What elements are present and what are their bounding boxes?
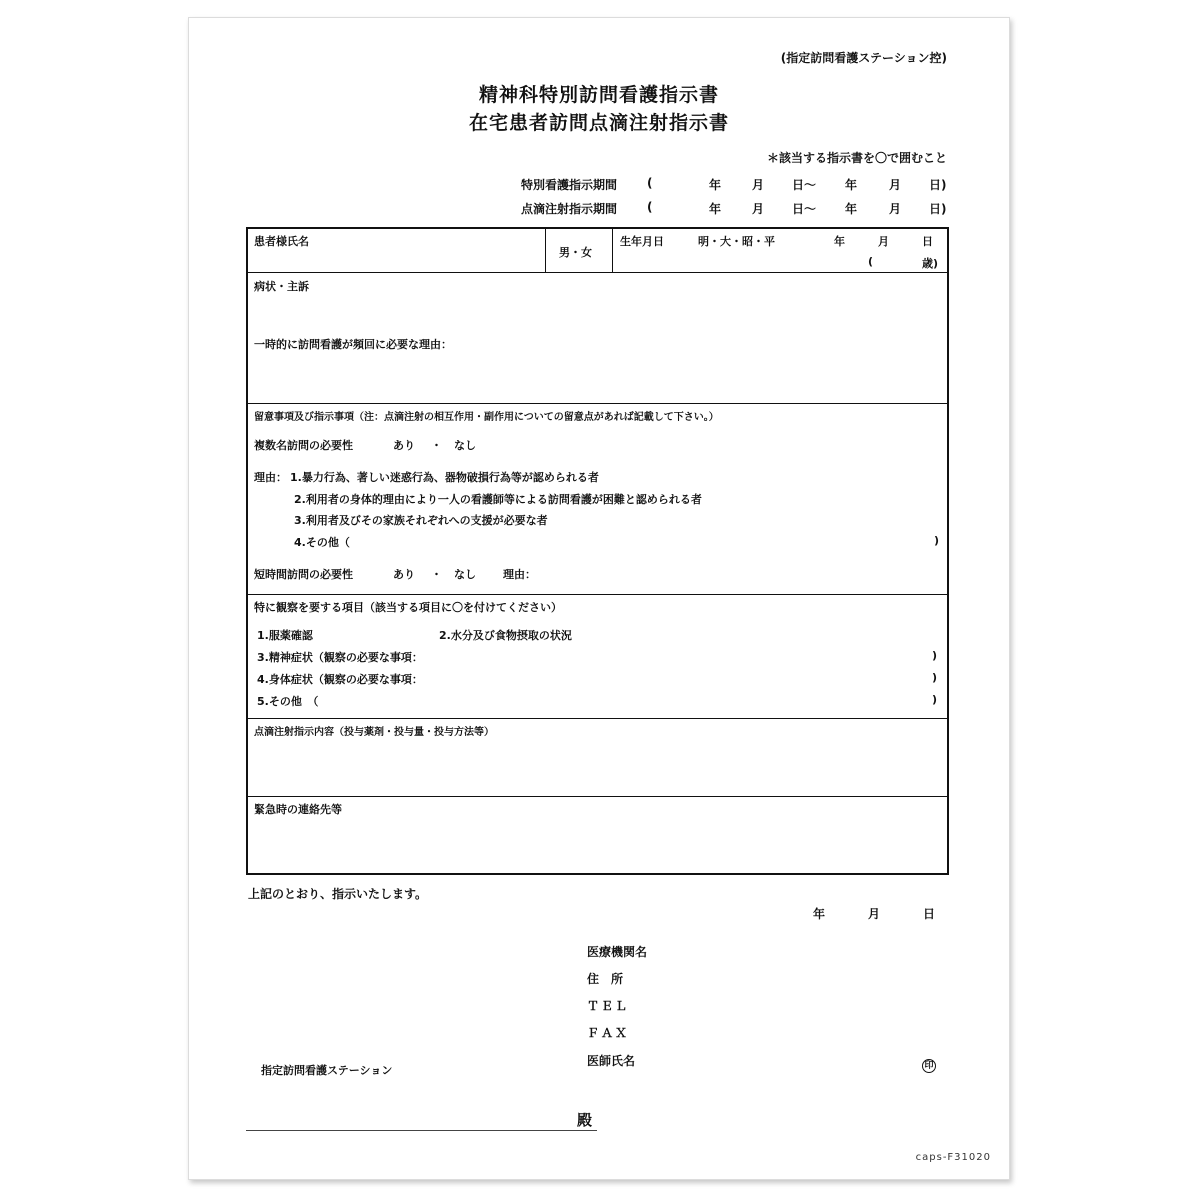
- tel-label: ＴＥＬ: [587, 999, 630, 1013]
- form-title-drip: 在宅患者訪問点滴注射指示書: [468, 112, 729, 134]
- station-signature-line: [246, 1130, 597, 1131]
- form-code: caps-F31020: [915, 1152, 991, 1163]
- date-year: 年: [813, 907, 826, 921]
- row-divider: [248, 718, 947, 719]
- multi-person-visit-label: 複数名訪問の必要性: [254, 439, 353, 452]
- option-ari: あり: [393, 568, 415, 581]
- row-divider: [248, 272, 947, 273]
- period-label: 点滴注射指示期間: [521, 202, 618, 216]
- option-nashi: なし: [454, 439, 476, 452]
- instructions-label: 留意事項及び指示事項（注：点滴注射の相互作用・副作用についての留意点があれば記載して下さい。）: [254, 412, 719, 423]
- circle-note: ＊該当する指示書を〇で囲むこと: [766, 151, 947, 165]
- observation-item: 3.精神症状（観察の必要な事項：: [257, 651, 423, 664]
- statement: 上記のとおり、指示いたします。: [248, 887, 428, 901]
- seal-icon: [922, 1053, 936, 1073]
- reason-item: 1.暴力行為、著しい迷惑行為、器物破損行為等が認められる者: [290, 471, 599, 484]
- fax-label: ＦＡＸ: [587, 1026, 630, 1040]
- patient-name-label: 患者様氏名: [254, 235, 309, 248]
- observation-item: 2.水分及び食物摂取の状況: [439, 629, 572, 642]
- short-visit-reason: 理由：: [503, 568, 536, 581]
- reason-item: 2.利用者の身体的理由により一人の看護師等による訪問看護が困難と認められる者: [294, 493, 702, 506]
- drip-instruction-label: 点滴注射指示内容（投与薬剤・投与量・投与方法等）: [254, 727, 494, 738]
- birth-date-label: 生年月日: [620, 235, 664, 248]
- date-month: 月: [868, 907, 881, 921]
- observation-label: 特に観察を要する項目（該当する項目に〇を付けてください）: [254, 601, 562, 614]
- frequent-visit-reason-label: 一時的に訪問看護が頻回に必要な理由：: [254, 338, 452, 351]
- observation-item: 5.その他 （: [257, 695, 319, 708]
- symptoms-label: 病状・主訴: [254, 280, 309, 293]
- seal-mark: 印: [922, 1059, 936, 1073]
- reason-head: 理由：: [254, 471, 287, 484]
- observation-item: 1.服薬確認: [257, 629, 313, 642]
- form-table: 患者様氏名 男・女 生年月日 明・大・昭・平 年 月 日 ( 歳) 病状・主訴 一時的に訪問看護が頻回に必要な理由： 留意事項及び指示事項（注：点滴注射の相互作用・副作用についての留意点があれば記載して下さい。） 複数名訪問の必要性 あり ・ なし 理由： 1.暴力行為、著しい迷惑行為、器物破損行為等が認められる者 2.利用者の身体的理由により一人の看護師等による訪問看護が困難と認められる者 3.利用者及びその家族それぞれへの支援が必要な者 4.その他（ ) 短時間訪問の必要性 あり ・ なし 理由： 特に観察を要する項目（該当する項目に〇を付けてください） 1.服薬確認 2.水分及び食物摂取の状況 3.精神症状（観察の必要な事項： ) 4.身体症状（観察の必要な事項： ) 5.その他 （ ) 点滴注射指示内容（投与薬剤・投与量・投与方法等） 緊急時の連絡先等: [246, 227, 949, 875]
- age-label: 歳): [922, 257, 939, 270]
- date-day: 日: [923, 907, 936, 921]
- row-divider: [248, 796, 947, 797]
- form-title-psychiatric: 精神科特別訪問看護指示書: [478, 84, 719, 106]
- col-divider: [612, 229, 613, 272]
- period-label: 特別看護指示期間: [521, 178, 618, 192]
- institution-label: 医療機関名: [587, 945, 648, 959]
- instruction-form-sheet: (指定訪問看護ステーション控) 精神科特別訪問看護指示書 在宅患者訪問点滴注射指示書 ＊該当する指示書を〇で囲むこと 特別看護指示期間 ( 年 月 日～ 年 月 日) 点滴注射指示期間 ( 年 月 日～ 年 月 日) 患者様氏名 男・女 生年月日 明・大・昭・平 年 月 日 ( 歳) 病状・主訴 一時的に訪問看護が頻回に必要な理由： 留意事項及び指示事項（注：点滴注射の相互作用・副作用についての留意点があれば記載して下さい。） 複数名訪問の必要性 あり ・ なし 理由： 1.暴力行為、著しい迷惑行為、器物破損行為等が認められる者 2.利用者の身体的理由により一人の看護師等による訪問看護が困難と認められる者 3.利用者及びその家族それぞれへの支援が必要な者 4.その他（ ) 短時間訪問の必要性 あり ・ なし 理由： 特に観察を要する項目（該当する項目に〇を付けてください） 1.服薬確認 2.水分及び食物摂取の状況 3.精神症状（観察の必要な事項： ) 4.身体症状（観察の必要な事項： ) 5.その他 （ ) 点滴注射指示内容（投与薬剤・投与量・投与方法等） 緊急時の連絡先等 上記のとおり、指示いたします。 年 月 日 医療機関名 住 所 ＴＥＬ ＦＡＸ 医師氏名 印 指定訪問看護ステーション 殿 caps-F31020: [188, 17, 1010, 1180]
- reason-item: 4.その他（: [294, 536, 350, 549]
- row-divider: [248, 403, 947, 404]
- copy-label: (指定訪問看護ステーション控): [780, 51, 947, 65]
- emergency-contact-label: 緊急時の連絡先等: [254, 803, 342, 816]
- address-label: 住 所: [587, 972, 624, 986]
- reason-item: 3.利用者及びその家族それぞれへの支援が必要な者: [294, 514, 548, 527]
- observation-item: 4.身体症状（観察の必要な事項：: [257, 673, 423, 686]
- era-options: 明・大・昭・平: [698, 235, 775, 248]
- col-divider: [545, 229, 546, 272]
- short-visit-label: 短時間訪問の必要性: [254, 568, 353, 581]
- honorific: 殿: [577, 1111, 593, 1129]
- sex-options: 男・女: [559, 246, 592, 259]
- station-label: 指定訪問看護ステーション: [261, 1064, 393, 1077]
- row-divider: [248, 594, 947, 595]
- doctor-name-label: 医師氏名: [587, 1054, 636, 1068]
- option-nashi: なし: [454, 568, 476, 581]
- option-ari: あり: [393, 439, 415, 452]
